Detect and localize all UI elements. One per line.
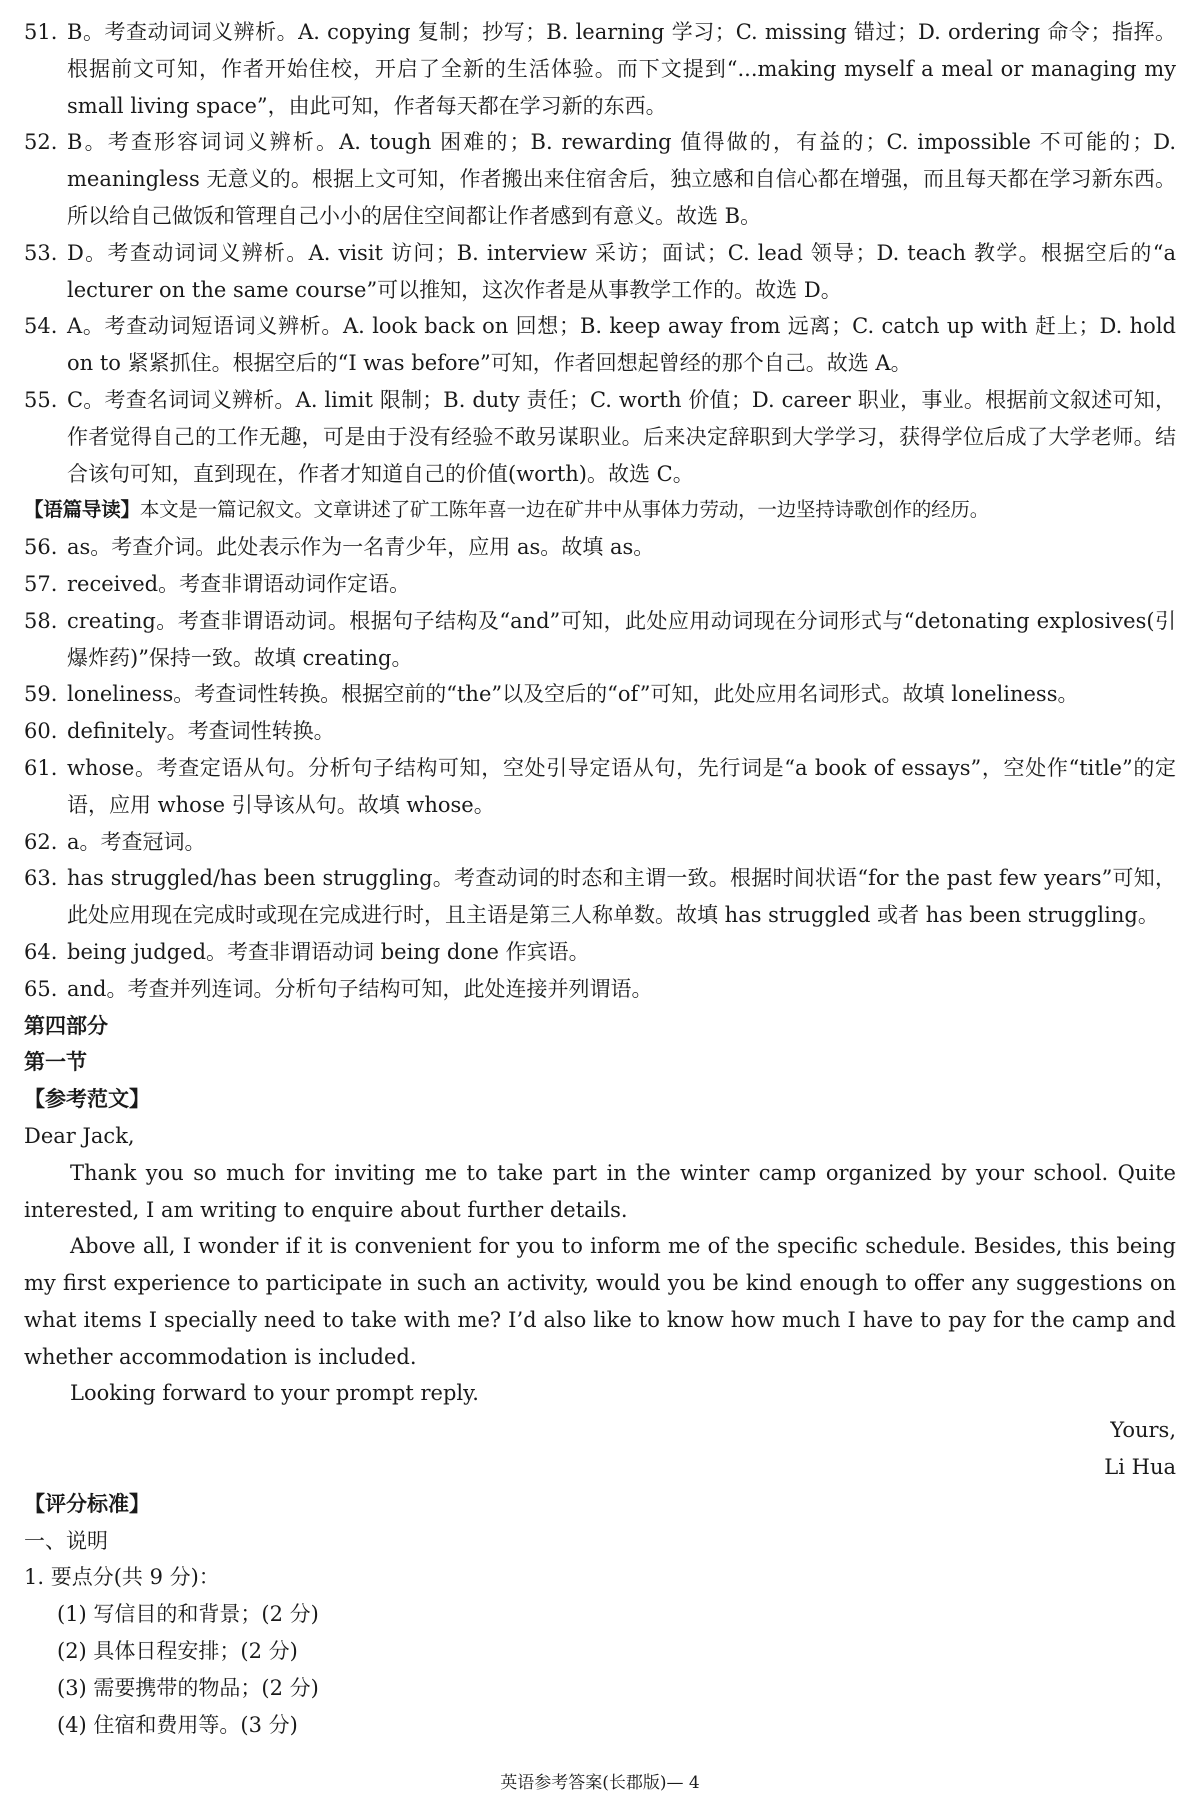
item-number: 63. xyxy=(24,866,58,891)
answer-item xyxy=(24,308,1176,382)
point-item: (1) 写信目的和背景；(2 分) xyxy=(57,1602,319,1627)
answer-page xyxy=(24,14,1176,1743)
note-title: 一、说明 xyxy=(24,1528,108,1553)
answer-item xyxy=(24,750,1176,824)
answer-item xyxy=(24,124,1176,234)
sample-letter xyxy=(24,1118,1176,1486)
item-text: B。考查动词词义辨析。A. copying 复制；抄写；B. learning 学习；C. missing 错过；D. ordering 命令；指挥。根据前文可知，作者开始住校，开启了全新的生活体验。而下文提到“...making myself a meal or managing my small living space”，由此可知，作者每天都在学习新的东西。 xyxy=(67,20,1176,118)
item-number: 59. xyxy=(24,682,58,707)
item-text: and。考查并列连词。分析句子结构可知，此处连接并列谓语。 xyxy=(67,976,653,1001)
passage-intro-label: 【语篇导读】 xyxy=(24,498,140,522)
answer-item xyxy=(24,676,1176,713)
letter-paragraph: Above all, I wonder if it is convenient for you to inform me of the specific schedule. Besides, this being my first experience to participate in such an activity, would you be kind enough to offer any suggestions on what items I specially need to take with me? I’d also like to know how much I have to pay for the camp and whether accommodation is included. xyxy=(24,1234,1176,1369)
item-text: D。考查动词词义辨析。A. visit 访问；B. interview 采访；面试；C. lead 领导；D. teach 教学。根据空后的“a lecturer on the same course”可以推知，这次作者是从事教学工作的。故选 D。 xyxy=(67,240,1176,302)
item-text: B。考查形容词词义辨析。A. tough 困难的；B. rewarding 值得做的，有益的；C. impossible 不可能的；D. meaningless 无意义的。根据上文可知，作者搬出来住宿舍后，独立感和自信心都在增强，而且每天都在学习新东西。所以给自己做饭和管理自己小小的居住空间都让作者感到有意义。故选 B。 xyxy=(67,130,1176,228)
item-text: being judged。考查非谓语动词 being done 作宾语。 xyxy=(67,939,590,964)
sample-essay-label: 【参考范文】 xyxy=(24,1086,150,1112)
item-text: a。考查冠词。 xyxy=(67,829,206,854)
item-text: as。考查介词。此处表示作为一名青少年，应用 as。故填 as。 xyxy=(67,535,655,560)
letter-paragraph: Thank you so much for inviting me to take part in the winter camp organized by your school. Quite interested, I am writing to enquire about further details. xyxy=(24,1160,1176,1222)
item-text: loneliness。考查词性转换。根据空前的“the”以及空后的“of”可知，此处应用名词形式。故填 loneliness。 xyxy=(67,682,1079,707)
point-item: (3) 需要携带的物品；(2 分) xyxy=(57,1675,319,1700)
answer-item xyxy=(24,566,1176,603)
passage-intro xyxy=(24,492,1176,529)
item-number: 56. xyxy=(24,535,58,560)
item-text: whose。考查定语从句。分析句子结构可知，空处引导定语从句，先行词是“a book of essays”，空处作“title”的定语，应用 whose 引导该从句。故填 whose。 xyxy=(67,755,1176,817)
letter-signature: Li Hua xyxy=(1104,1455,1176,1480)
item-number: 61. xyxy=(24,755,58,780)
grading-label: 【评分标准】 xyxy=(24,1490,150,1516)
answer-item xyxy=(24,382,1176,492)
item-number: 60. xyxy=(24,719,58,744)
answer-item xyxy=(24,713,1176,750)
fill-answers xyxy=(24,529,1176,1007)
point-item: (2) 具体日程安排；(2 分) xyxy=(57,1639,298,1664)
letter-greeting: Dear Jack, xyxy=(24,1123,135,1148)
answer-item xyxy=(24,934,1176,971)
letter-closing: Yours, xyxy=(1110,1418,1176,1443)
item-number: 55. xyxy=(24,387,58,412)
part-title: 第四部分 xyxy=(24,1012,108,1038)
item-text: C。考查名词词义辨析。A. limit 限制；B. duty 责任；C. worth 价值；D. career 职业，事业。根据前文叙述可知，作者觉得自己的工作无趣，可是由于没有经验不敢另谋职业。后来决定辞职到大学学习，获得学位后成了大学老师。结合该句可知，直到现在，作者才知道自己的价值(worth)。故选 C。 xyxy=(67,387,1176,486)
answer-item xyxy=(24,529,1176,566)
item-number: 58. xyxy=(24,608,58,633)
point-item: (4) 住宿和费用等。(3 分) xyxy=(57,1712,298,1737)
item-number: 51. xyxy=(24,20,58,44)
item-number: 53. xyxy=(24,240,58,265)
item-number: 64. xyxy=(24,939,58,964)
answer-item xyxy=(24,603,1176,677)
item-number: 57. xyxy=(24,571,58,596)
mcq-answers xyxy=(24,14,1176,492)
item-number: 62. xyxy=(24,829,58,854)
passage-intro-text: 本文是一篇记叙文。文章讲述了矿工陈年喜一边在矿井中从事体力劳动，一边坚持诗歌创作的经历。 xyxy=(139,498,990,522)
answer-item xyxy=(24,971,1176,1008)
answer-item xyxy=(24,824,1176,861)
item-text: definitely。考查词性转换。 xyxy=(67,719,335,744)
item-text: creating。考查非谓语动词。根据句子结构及“and”可知，此处应用动词现在分词形式与“detonating explosives(引爆炸药)”保持一致。故填 creating。 xyxy=(67,608,1176,670)
item-text: has struggled/has been struggling。考查动词的时态和主谓一致。根据时间状语“for the past few years”可知，此处应用现在完成时或现在完成进行时，且主语是第三人称单数。故填 has struggled 或者 has been struggling。 xyxy=(67,866,1176,928)
page-footer: 英语参考答案(长郡版)— 4 xyxy=(500,1773,700,1793)
item-text: received。考查非谓语动词作定语。 xyxy=(67,571,411,596)
answer-item xyxy=(24,14,1176,124)
item-number: 65. xyxy=(24,976,58,1001)
points-title: 1. 要点分(共 9 分)： xyxy=(24,1565,220,1590)
letter-paragraph: Looking forward to your prompt reply. xyxy=(70,1381,479,1406)
section-title: 第一节 xyxy=(24,1049,87,1075)
answer-item xyxy=(24,860,1176,934)
item-number: 54. xyxy=(24,314,58,339)
item-text: A。考查动词短语词义辨析。A. look back on 回想；B. keep away from 远离；C. catch up with 赶上；D. hold on to 紧紧抓住。根据空后的“I was before”可知，作者回想起曾经的那个自己。故选 A。 xyxy=(67,314,1176,376)
answer-item xyxy=(24,235,1176,309)
item-number: 52. xyxy=(24,130,58,155)
